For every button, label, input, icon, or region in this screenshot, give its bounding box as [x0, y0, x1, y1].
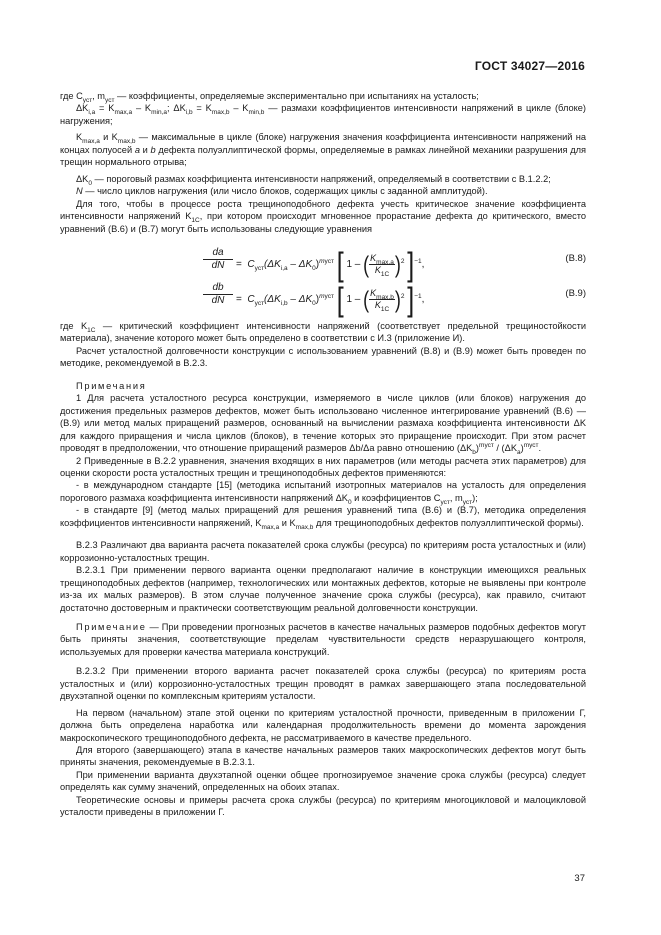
page-number: 37	[574, 873, 585, 884]
note-1: 1 Для расчета усталостного ресурса конструкции, измеряемого в числе циклов (или блоков) нагружения до достижения предельных размеров дефектов, может быть использовано численное интегрирование уравнений (В.6) — (В.9) или метод малых приращений размеров, основанный на вычислении размаха коэффициента интенсивности ΔK для каждого приращения и числа циклов (блоков), в течение которых это приращение происходит. При этом расчет проводят в предположении, что отношение приращений размеров Δb/Δa равно отношению $(\Delta K_b)^{mуст} / (\Delta K_a)^{mуст}$.	[60, 393, 586, 456]
paragraph-first-stage: На первом (начальном) этапе этой оценки по критериям усталостной прочности, приведенным в приложении Г, должна быть определена наработка или календарная продолжительность времени до момента зарождения макроскопического трещиноподобного дефекта, не рассматриваемого в качестве предельного.	[60, 707, 586, 743]
definition-delta-k0: $\Delta K_0$ — пороговый размах коэффициента интенсивности напряжений, определяемый в соответствии с В.1.2.2;	[76, 173, 551, 187]
paragraph-second-stage: Для второго (завершающего) этапа в качестве начальных размеров таких макроскопических дефектов могут быть приняты значения, рекомендуемые в В.2.3.1.	[60, 745, 586, 768]
definition-c-m: где $C_{уст}$, $m_{уст}$ — коэффициенты, определяемые экспериментально при испытаниях на усталость;	[60, 91, 479, 104]
definition-k1c: где $K_{1C}$ — критический коэффициент интенсивности напряжений (соответствует предельной трещиностойкости материала), значение которого может быть определено в соответствии с И.3 (приложение И).	[60, 320, 586, 344]
definition-delta-k: $\Delta K_{i,a} = K_{max,a} - K_{min,a}$; $\Delta K_{i,b} = K_{max,b} - K_{min,b}$ — размахи коэффициентов интенсивности напряжений в цикле (блоке) нагружения;	[60, 103, 586, 126]
equation-b9: $\frac{db}{dN}$ = $C_{уст}(\Delta K_{i,b} - \Delta K_0)^{mуст}$ [ 1 – ( $K_{max,b}$ $K_{1C}$ )$^2$ ]$^{-1}$, (В.9)	[60, 278, 586, 312]
document-body	[60, 90, 586, 819]
note-b-2-3-1: Примечание — При проведении прогнозных расчетов в качестве начальных размеров подобных дефектов могут быть приняты значения, соответствующие пределам чувствительности средств неразрушающего контроля, используемых для проверки качества материала конструкций.	[60, 621, 586, 657]
note-2a: - в международном стандарте [15] (методика испытаний изотропных материалов на усталость для определения порогового размаха коэффициента интенсивности напряжений $\Delta K_0$ и коэффициентов $C_{уст}$, $m_{уст}$);	[60, 480, 586, 506]
equation-label-b9: (В.9)	[565, 287, 586, 299]
note-2b: - в стандарте [9] (метод малых приращений для решения уравнений типа (В.6) и (В.7), методика определения коэффициентов интенсивности напряжений, $K_{max,a}$ и $K_{max,b}$ для трещиноподобных дефектов полуэллиптической формы).	[60, 505, 586, 531]
paragraph-two-stage-sum: При применении варианта двухэтапной оценки общее прогнозируемое значение срока службы (ресурса) следует определять как сумму значений, определенных на обоих этапах.	[60, 769, 586, 793]
notes-title: Примечания	[76, 380, 147, 391]
paragraph-critical-k: Для того, чтобы в процессе роста трещиноподобного дефекта учесть критическое значение коэффициента интенсивности напряжений $K_{1C}$, при котором происходит мгновенное прорастание дефекта до критического, вместо уравнений (В.6) и (В.7) могут быть использованы следующие уравнения	[60, 198, 586, 234]
definition-k-max: $K_{max,a}$ и $K_{max,b}$ — максимальные в цикле (блоке) нагружения значения коэффициента интенсивности напряжений на концах полуосей a и b дефекта полуэллиптической формы, определяемые в рамках линейной механики разрушения для трещин нормального отрыва;	[60, 132, 586, 168]
document-code: ГОСТ 34027—2016	[474, 59, 585, 73]
section-b-2-3-1: В.2.3.1 При применении первого варианта оценки предполагают наличие в конструкции имеющихся реальных трещиноподобных дефектов (например, технологических или монтажных дефектов, которые не выявлены при контроле из-за их малых размеров). В этом случае полученное значение срока службы (ресурса), как правило, считают достаточно достоверным и практически соответствующим реальной долговечности конструкции.	[60, 565, 586, 613]
equation-label-b8: (В.8)	[565, 252, 586, 264]
equation-b8: $\frac{da}{dN}$ = $C_{уст}(\Delta K_{i,a} - \Delta K_0)^{mуст}$ [ 1 – ( $K_{max,a}$ $K_{1C}$ )$^2$ ]$^{-1}$, (В.8)	[60, 243, 586, 277]
paragraph-theory-reference: Теоретические основы и примеры расчета срока службы (ресурса) по критериям многоцикловой и малоцикловой усталости приведены в приложении Г.	[60, 794, 586, 818]
paragraph-fatigue-calc: Расчет усталостной долговечности конструкции с использованием уравнений (В.8) и (В.9) может быть проведен по методике, рекомендуемой в В.2.3.	[60, 345, 586, 369]
section-b-2-3: В.2.3 Различают два варианта расчета показателей срока службы (ресурса) по критериям роста усталостных и (или) коррозионно-усталостных трещин.	[60, 540, 586, 563]
note-2: 2 Приведенные в В.2.2 уравнения, значения входящих в них параметров (или методы расчета этих параметров) для оценки скорости роста усталостных трещин и трещиноподобных дефектов применяются:	[60, 455, 586, 478]
section-b-2-3-2: В.2.3.2 При применении второго варианта расчет показателей срока службы (ресурса) по критериям роста усталостных и (или) коррозионно-усталостных трещин проводят в рамках завершающего этапа последовательной двухэтапной оценки по комплексным критериям усталости.	[60, 666, 586, 702]
definition-n: N — число циклов нагружения (или число блоков, содержащих циклы с заданной амплитудой).	[76, 186, 488, 197]
